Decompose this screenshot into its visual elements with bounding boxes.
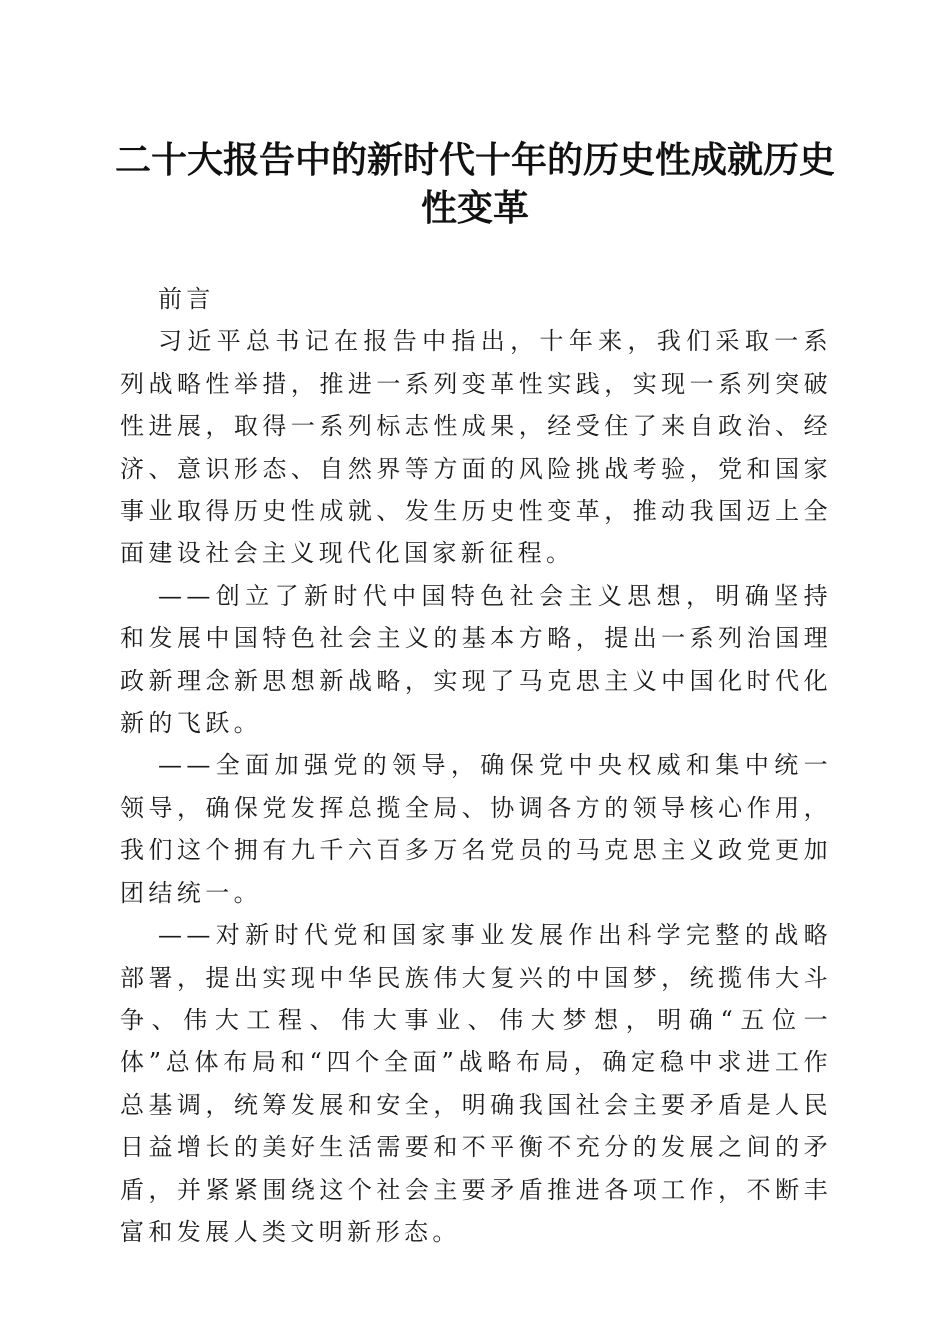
document-body: [120, 278, 832, 1253]
paragraph-intro: 习近平总书记在报告中指出，十年来，我们采取一系列战略性举措，推进一系列变革性实践，实现一系列突破性进展，取得一系列标志性成果，经受住了来自政治、经济、意识形态、自然界等方面的风险挑战考验，党和国家事业取得历史性成就、发生历史性变革，推动我国迈上全面建设社会主义现代化国家新征程。: [120, 327, 832, 568]
paragraph-strategy: ——对新时代党和国家事业发展作出科学完整的战略部署，提出实现中华民族伟大复兴的中国梦，统揽伟大斗争、伟大工程、伟大事业、伟大梦想，明确“五位一体”总体布局和“四个全面”战略布局，确定稳中求进工作总基调，统筹发展和安全，明确我国社会主要矛盾是人民日益增长的美好生活需要和不平衡不充分的发展之间的矛盾，并紧紧围绕这个社会主要矛盾推进各项工作，不断丰富和发展人类文明新形态。: [120, 921, 832, 1246]
paragraph-leadership: ——全面加强党的领导，确保党中央权威和集中统一领导，确保党发挥总揽全局、协调各方的领导核心作用，我们这个拥有九千六百多万名党员的马克思主义政党更加团结统一。: [120, 751, 832, 907]
document-title: 二十大报告中的新时代十年的历史性成就历史性变革: [114, 139, 835, 229]
paragraph-thought: ——创立了新时代中国特色社会主义思想，明确坚持和发展中国特色社会主义的基本方略，提出一系列治国理政新理念新思想新战略，实现了马克思主义中国化时代化新的飞跃。: [120, 581, 832, 738]
paragraph-preface-heading: 前言: [158, 285, 215, 313]
